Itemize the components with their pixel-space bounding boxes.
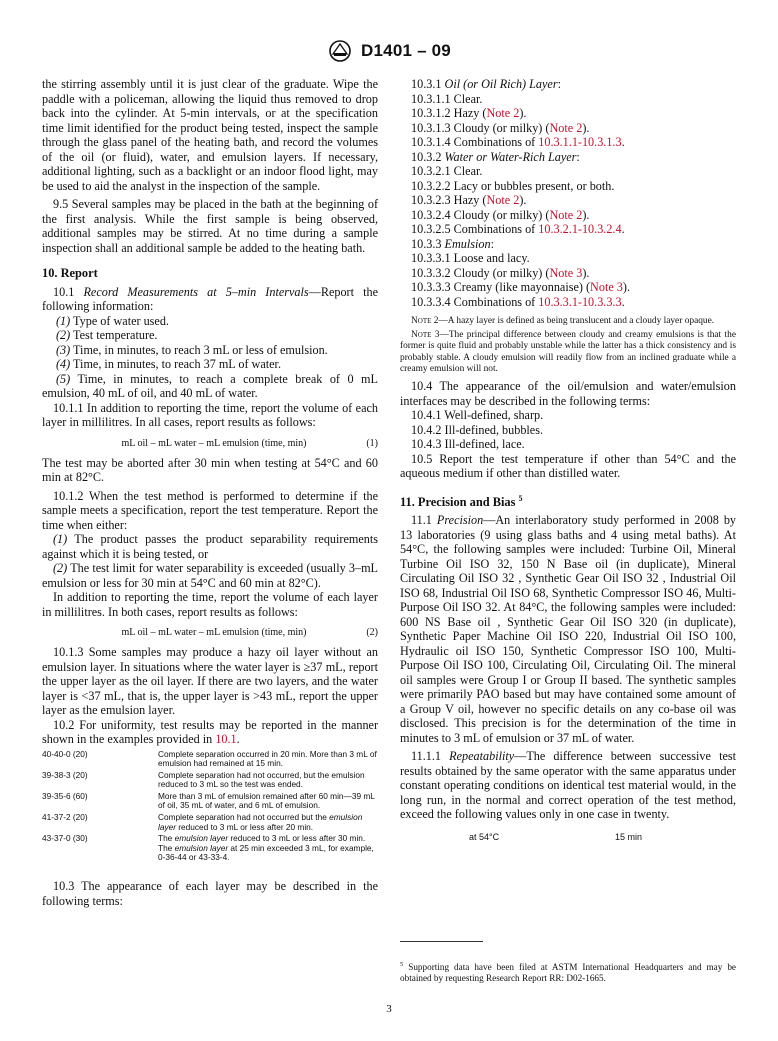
subsection-heading-oil-layer: 10.3.1 Oil (or Oil Rich) Layer: bbox=[411, 77, 561, 91]
list-item: 10.3.2.2 Lacy or bubbles present, or both. bbox=[411, 178, 615, 193]
astm-logo-icon bbox=[327, 40, 353, 62]
list-item: 10.3.2.4 Cloudy (or milky) (Note 2). bbox=[411, 207, 590, 222]
example-description: Complete separation had not occurred but the emulsion layer reduced to 3 mL or less after 20 min. bbox=[158, 812, 363, 832]
equation-number: (2) bbox=[366, 627, 378, 638]
example-description: More than 3 mL of emulsion remained after 60 min—39 mL of oil, 35 mL of water, and 6 mL of emulsion. bbox=[158, 790, 375, 811]
example-description: The emulsion layer reduced to 3 mL or less after 30 min. The emulsion layer at 25 min exceeded 3 mL, for example, 0-36-44 or 43-33-4. bbox=[158, 833, 374, 863]
list-item: 10.4.2 Ill-defined, bubbles. bbox=[411, 422, 544, 437]
repeatability-row bbox=[400, 830, 736, 845]
page-header bbox=[0, 40, 778, 62]
note-link[interactable]: Note 3 bbox=[549, 265, 583, 280]
note-link[interactable]: Note 2 bbox=[549, 207, 583, 222]
repeatability-temperature: at 54°C bbox=[469, 831, 500, 842]
table-row bbox=[42, 834, 378, 865]
paragraph-9-5: 9.5 Several samples may be placed in the bath at the beginning of the first analysis. While the first sample is being observed, additional samples may be stirred. At no time during a sample inspection shall an additional sample be added to the heating bath. bbox=[42, 197, 378, 255]
paragraph-11-1: 11.1 Precision—An interlaboratory study performed in 2008 by 13 laboratories (9 using glass baths and 4 using metal baths). At 54°C, the following samples were included: Turbine Oil, Mineral Turbine Oil ISO 32, 150 N Base oil (in duplicate), Mineral Circulating Oil ISO 32 , Synthetic Gear Oil ISO 32 , Industrial Oil ISO 68, Industrial Oil ISO 68, Synthetic Compressor ISO 46, Multi-Purpose Oil ISO 32. At 84°C, the following samples were included: 600 NS Base oil , Synthetic Gear Oil ISO 320 (in duplicate), Synthetic Paper Machine Oil ISO 220, Industrial Oil ISO 100, Hydraulic oil ISO 150, Synthetic Compressor ISO 100, Multi-Purpose Oil ISO 100, Circulating Oil, Circulating Oil. The mineral oil samples were Group I or Group II based. The synthetic samples were primarily PAO based but may have contained some amount of a Group V oil, however no specific details on any co-base oil was disclosed. This precision is for the determination of the time in minutes to 3 mL of emulsion or 37 mL of water. bbox=[400, 513, 737, 745]
paragraph-11-1-1: 11.1.1 Repeatability—The difference between successive test results obtained by the same operator with the same apparatus under constant operating conditions on identical test material would, in the long run, in the normal and correct operation of the test method, exceed the following values only in one case in twenty. bbox=[400, 749, 736, 822]
paragraph-10-2: 10.2 For uniformity, test results may be reported in the manner shown in the examples provided in 10.1. bbox=[42, 717, 378, 746]
example-description: Complete separation had not occurred, but the emulsion reduced to 3 mL so the test was ended. bbox=[158, 769, 365, 790]
paragraph-10-4: 10.4 The appearance of the oil/emulsion and water/emulsion interfaces may be described in the following terms: bbox=[400, 379, 736, 408]
list-item: 10.3.3.2 Cloudy (or milky) (Note 3). bbox=[411, 265, 590, 280]
list-item: (5) Time, in minutes, to reach a complete break of 0 mL emulsion, 40 mL of oil, and 40 mL of water. bbox=[42, 371, 378, 400]
paragraph-10-5: 10.5 Report the test temperature if other than 54°C and the aqueous medium if other than distilled water. bbox=[400, 451, 736, 481]
table-row bbox=[42, 750, 378, 771]
example-description: Complete separation occurred in 20 min. More than 3 mL of emulsion had remained at 15 min. bbox=[158, 748, 377, 769]
equation-2 bbox=[42, 627, 378, 639]
example-code: 41-37-2 (20) bbox=[42, 812, 88, 823]
list-item: 10.3.2.3 Hazy (Note 2). bbox=[411, 193, 527, 207]
section-link[interactable]: 10.3.2.1-10.3.2.4 bbox=[538, 222, 622, 236]
section-heading-report: 10. Report bbox=[42, 266, 98, 280]
table-row bbox=[42, 771, 378, 792]
paragraph-10-1: 10.1 Record Measurements at 5–min Intervals—Report the following information: bbox=[42, 284, 379, 313]
section-link[interactable]: 10.3.1.1-10.3.1.3 bbox=[538, 135, 622, 149]
subsection-heading-emulsion: 10.3.3 Emulsion: bbox=[411, 236, 494, 251]
list-item: (1) The product passes the product separability requirements against which it is being tested, or bbox=[42, 532, 378, 561]
list-item: 10.3.2.1 Clear. bbox=[411, 164, 483, 178]
paragraph-continued: the stirring assembly until it is just clear of the graduate. Wipe the paddle with a policeman, allowing the liquid thus removed to drop back into the cylinder. At 5-min intervals, or at the specification time limit identified for the product being tested, inspect the sample through the glass panel of the heating bath, and record the volumes of the oil (or fluid), water, and emulsion layers. If necessary, additional lighting, such as a backlight or an indoor flood light, may be used to aid the analyst in the inspection of the sample. bbox=[42, 77, 378, 193]
table-row bbox=[42, 792, 378, 813]
note-link[interactable]: Note 2 bbox=[549, 120, 583, 135]
paragraph-10-1-3: 10.1.3 Some samples may produce a hazy oil layer without an emulsion layer. In situations where the water layer is ≥37 mL, report the upper layer as the oil layer. If there are two layers, and the water layer is <37 mL, that is, the upper layer is >43 mL, report the upper layer as the emulsion layer. bbox=[42, 645, 378, 717]
note-link[interactable]: Note 2 bbox=[486, 193, 520, 207]
footnote-ref: 5 bbox=[518, 493, 523, 503]
list-item: 10.3.2.5 Combinations of 10.3.2.1-10.3.2.4. bbox=[411, 222, 625, 236]
example-code: 43-37-0 (30) bbox=[42, 833, 88, 844]
list-item: 10.3.1.2 Hazy (Note 2). bbox=[411, 106, 527, 120]
equation-number: (1) bbox=[366, 437, 378, 449]
paragraph-10-1-1: 10.1.1 In addition to reporting the time, report the volume of each layer in millilitres. In all cases, report results as follows: bbox=[42, 400, 378, 429]
section-link[interactable]: 10.1 bbox=[215, 732, 237, 746]
example-code: 39-35-6 (60) bbox=[42, 790, 88, 801]
left-column bbox=[42, 77, 378, 908]
list-item: (4) Time, in minutes, to reach 37 mL of water. bbox=[56, 357, 281, 371]
paragraph-report-volumes: In addition to reporting the time, report the volume of each layer in millilitres. In both cases, report results as follows: bbox=[42, 590, 378, 619]
note-2: Note 2—A hazy layer is defined as being translucent and a cloudy layer opaque. bbox=[411, 316, 715, 326]
list-item: (1) Type of water used. bbox=[56, 313, 169, 328]
page-number: 3 bbox=[386, 1003, 392, 1015]
paragraph-10-1-2: 10.1.2 When the test method is performed to determine if the sample meets a specification, report the test temperature. Report the time when either: bbox=[42, 488, 378, 532]
right-column bbox=[400, 77, 736, 844]
footnote-divider bbox=[400, 941, 483, 942]
example-code: 39-38-3 (20) bbox=[42, 769, 88, 780]
note-link[interactable]: Note 2 bbox=[486, 106, 520, 120]
list-item: 10.3.3.4 Combinations of 10.3.3.1-10.3.3.3. bbox=[411, 294, 625, 309]
list-item: (3) Time, in minutes, to reach 3 mL or less of emulsion. bbox=[56, 342, 328, 357]
table-row bbox=[42, 813, 378, 834]
subsection-heading-water-layer: 10.3.2 Water or Water-Rich Layer: bbox=[411, 149, 580, 164]
repeatability-value: 15 min bbox=[615, 831, 643, 842]
list-item: 10.3.3.3 Creamy (like mayonnaise) (Note 3). bbox=[411, 280, 630, 294]
equation-1 bbox=[42, 438, 378, 450]
section-heading-precision: 11. Precision and Bias $^5$ bbox=[400, 493, 523, 509]
equation-formula: mL oil – mL water – mL emulsion (time, min) bbox=[121, 627, 307, 638]
list-item: (2) The test limit for water separability is exceeded (usually 3–mL emulsion or less for 30 min at 54°C and 60 min at 82°C). bbox=[42, 561, 378, 590]
section-link[interactable]: 10.3.3.1-10.3.3.3 bbox=[538, 294, 622, 309]
designation: D1401 – 09 bbox=[361, 41, 451, 60]
list-item: (2) Test temperature. bbox=[56, 328, 158, 342]
list-item: 10.4.1 Well-defined, sharp. bbox=[411, 408, 544, 423]
list-item: 10.4.3 Ill-defined, lace. bbox=[411, 437, 525, 452]
note-3: Note 3—The principal difference between cloudy and creamy emulsions is that the former is quite fluid and probably unstable while the latter has a thick consistency and is probably stable. A cloudy emulsion will readily flow from an inclined graduate while a creamy emulsion will not. bbox=[400, 330, 736, 374]
paragraph-abort: The test may be aborted after 30 min when testing at 54°C and 60 min at 82°C. bbox=[42, 455, 378, 484]
footnote: $^5$ Supporting data have been filed at ASTM International Headquarters and may be obtained by requesting Research Report RR: D02-1665. bbox=[400, 961, 736, 984]
equation-formula: mL oil – mL water – mL emulsion (time, min) bbox=[121, 437, 307, 449]
examples-table bbox=[42, 750, 378, 866]
list-item: 10.3.1.3 Cloudy (or milky) (Note 2). bbox=[411, 120, 590, 135]
example-code: 40-40-0 (20) bbox=[42, 748, 88, 759]
list-item: 10.3.1.4 Combinations of 10.3.1.1-10.3.1.3. bbox=[411, 135, 625, 149]
list-item: 10.3.1.1 Clear. bbox=[411, 91, 483, 106]
paragraph-10-3: 10.3 The appearance of each layer may be described in the following terms: bbox=[42, 879, 378, 908]
note-link[interactable]: Note 3 bbox=[590, 280, 623, 294]
list-item: 10.3.3.1 Loose and lacy. bbox=[411, 251, 530, 265]
